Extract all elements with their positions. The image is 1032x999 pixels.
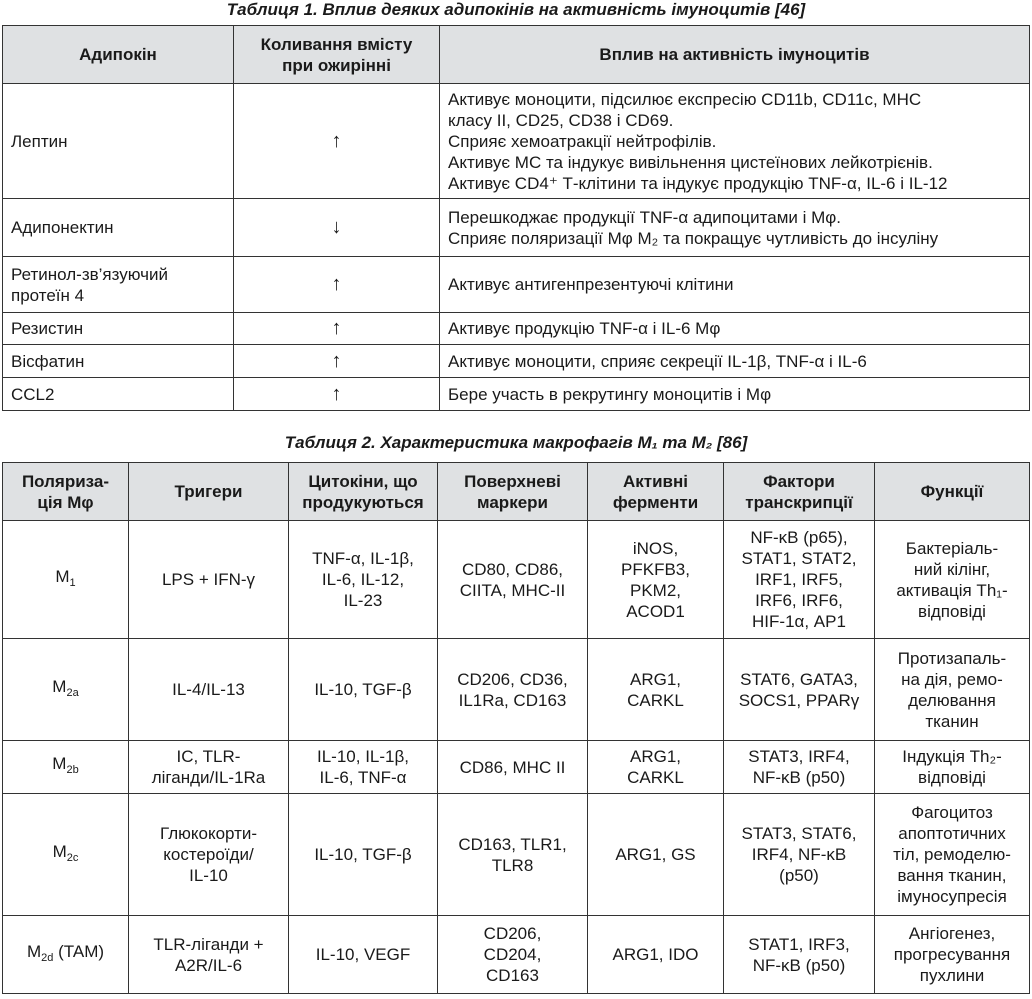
- table-row: [3, 916, 1030, 994]
- triggers-cell: LPS + IFN-γ: [129, 521, 289, 639]
- table-row: [3, 639, 1030, 741]
- adipokine-cell: Лептин: [3, 84, 234, 199]
- up-arrow-icon: ↑: [234, 345, 440, 378]
- polarization-cell: $M_{2a}$: [3, 639, 129, 741]
- header-enzymes: Активні ферменти: [588, 463, 724, 521]
- effect-cell: Активує антигенпрезентуючі клітини: [440, 257, 1030, 313]
- functions-cell: Протизапаль- на дія, ремо- делювання тканин: [875, 639, 1030, 741]
- triggers-cell: IC, TLR- ліганди/IL-1Ra: [129, 741, 289, 794]
- table-header-row: [3, 26, 1030, 84]
- header-effect: Вплив на активність імуноцитів: [440, 26, 1030, 84]
- table-row: [3, 741, 1030, 794]
- transcription-factors-cell: NF-κB (p65), STAT1, STAT2, IRF1, IRF5, IRF6, IRF6, HIF-1α, AP1: [724, 521, 875, 639]
- macrophage-table: [2, 462, 1030, 994]
- functions-cell: Індукція Th₂- відповіді: [875, 741, 1030, 794]
- up-arrow-icon: ↑: [234, 257, 440, 313]
- header-markers: Поверхневі маркери: [438, 463, 588, 521]
- table-row: [3, 84, 1030, 199]
- markers-cell: CD163, TLR1, TLR8: [438, 794, 588, 916]
- header-functions: Функції: [875, 463, 1030, 521]
- adipokine-cell: Адипонектин: [3, 199, 234, 257]
- table-row: [3, 199, 1030, 257]
- cytokines-cell: IL-10, TGF-β: [289, 639, 438, 741]
- polarization-cell: $M_{2d}$ (TAM): [3, 916, 129, 994]
- table1-caption: Таблиця 1. Вплив деяких адипокінів на активність імуноцитів [46]: [226, 0, 806, 19]
- table-row: [3, 313, 1030, 345]
- adipokine-cell: CCL2: [3, 378, 234, 411]
- cytokines-cell: IL-10, VEGF: [289, 916, 438, 994]
- table2-caption: Таблиця 2. Характеристика макрофагів M₁ та M₂ [86]: [284, 433, 748, 452]
- cytokines-cell: TNF-α, IL-1β, IL-6, IL-12, IL-23: [289, 521, 438, 639]
- up-arrow-icon: ↑: [234, 84, 440, 199]
- enzymes-cell: ARG1, CARKL: [588, 741, 724, 794]
- enzymes-cell: iNOS, PFKFB3, PKM2, ACOD1: [588, 521, 724, 639]
- adipokine-table: [2, 25, 1030, 411]
- functions-cell: Бактеріаль- ний кілінг, активація Th₁- відповіді: [875, 521, 1030, 639]
- header-change: Коливання вмісту при ожирінні: [234, 26, 440, 84]
- markers-cell: CD206, CD204, CD163: [438, 916, 588, 994]
- polarization-cell: $M_1$: [3, 521, 129, 639]
- adipokine-cell: Резистин: [3, 313, 234, 345]
- effect-cell: Бере участь в рекрутингу моноцитів і Mφ: [440, 378, 1030, 411]
- effect-cell: Активує продукцію TNF-α і IL-6 Mφ: [440, 313, 1030, 345]
- down-arrow-icon: ↓: [234, 199, 440, 257]
- adipokine-cell: Вісфатин: [3, 345, 234, 378]
- adipokine-cell: Ретинол-зв’язуючий протеїн 4: [3, 257, 234, 313]
- effect-cell: Перешкоджає продукції TNF-α адипоцитами і Mφ. Сприяє поляризації Mφ M₂ та покращує чутливість до інсуліну: [440, 199, 1030, 257]
- header-cytokines: Цитокіни, що продукуються: [289, 463, 438, 521]
- header-transcription-factors: Фактори транскрипції: [724, 463, 875, 521]
- triggers-cell: Глюкокорти- костероїди/ IL-10: [129, 794, 289, 916]
- header-adipokine: Адипокін: [3, 26, 234, 84]
- table-header-row: [3, 463, 1030, 521]
- functions-cell: Фагоцитоз апоптотичних тіл, ремоделю- вання тканин, імуносупресія: [875, 794, 1030, 916]
- functions-cell: Ангіогенез, прогресування пухлини: [875, 916, 1030, 994]
- transcription-factors-cell: STAT6, GATA3, SOCS1, PPARγ: [724, 639, 875, 741]
- up-arrow-icon: ↑: [234, 378, 440, 411]
- triggers-cell: IL-4/IL-13: [129, 639, 289, 741]
- markers-cell: CD80, CD86, CIITA, MHC-II: [438, 521, 588, 639]
- polarization-cell: $M_{2c}$: [3, 794, 129, 916]
- effect-cell: Активує моноцити, підсилює експресію CD11b, CD11c, MHC класу II, CD25, CD38 і CD69. Сприяє хемоатракції нейтрофілів. Активує МС та індукує вивільнення цистеїнових лейкотрієнів. Активує CD4⁺ Т-клітини та індукує продукцію TNF-α, IL-6 і IL-12: [440, 84, 1030, 199]
- cytokines-cell: IL-10, TGF-β: [289, 794, 438, 916]
- transcription-factors-cell: STAT3, STAT6, IRF4, NF-κB (p50): [724, 794, 875, 916]
- header-triggers: Тригери: [129, 463, 289, 521]
- header-polarization: Поляриза- ція Mφ: [3, 463, 129, 521]
- up-arrow-icon: ↑: [234, 313, 440, 345]
- triggers-cell: TLR-ліганди + A2R/IL-6: [129, 916, 289, 994]
- markers-cell: CD206, CD36, IL1Ra, CD163: [438, 639, 588, 741]
- enzymes-cell: ARG1, CARKL: [588, 639, 724, 741]
- table-row: [3, 345, 1030, 378]
- table-row: [3, 378, 1030, 411]
- table-row: [3, 794, 1030, 916]
- markers-cell: CD86, MHC II: [438, 741, 588, 794]
- effect-cell: Активує моноцити, сприяє секреції IL-1β, TNF-α і IL-6: [440, 345, 1030, 378]
- cytokines-cell: IL-10, IL-1β, IL-6, TNF-α: [289, 741, 438, 794]
- enzymes-cell: ARG1, GS: [588, 794, 724, 916]
- transcription-factors-cell: STAT1, IRF3, NF-κB (p50): [724, 916, 875, 994]
- transcription-factors-cell: STAT3, IRF4, NF-κB (p50): [724, 741, 875, 794]
- table-row: [3, 257, 1030, 313]
- table-row: [3, 521, 1030, 639]
- enzymes-cell: ARG1, IDO: [588, 916, 724, 994]
- polarization-cell: $M_{2b}$: [3, 741, 129, 794]
